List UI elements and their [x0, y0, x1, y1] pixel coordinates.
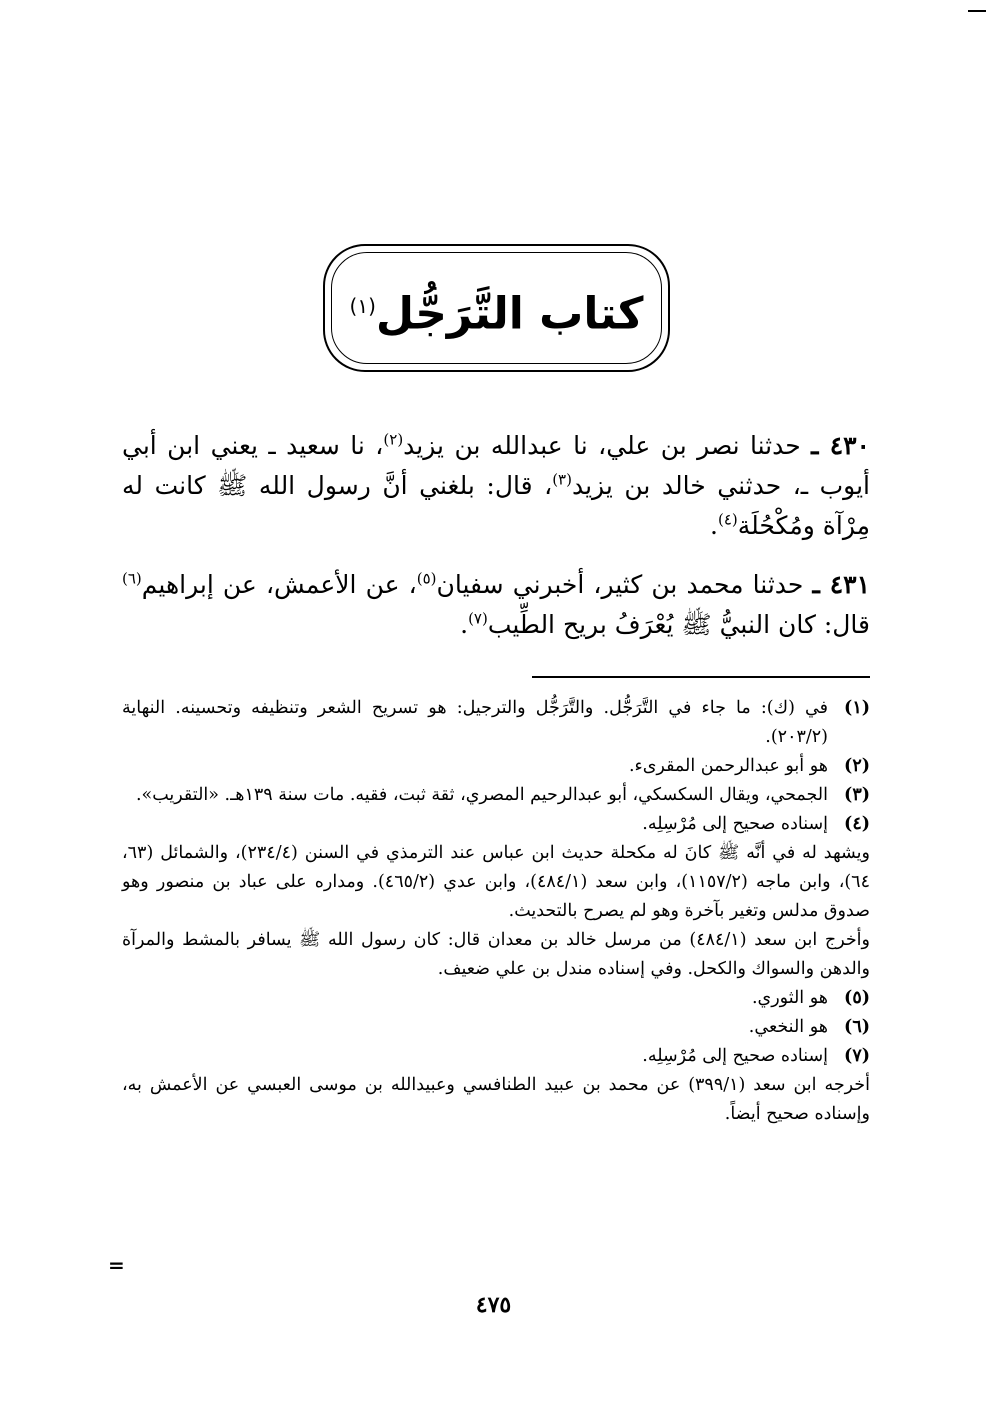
footnote-text: هو النخعي. [748, 1017, 828, 1037]
chapter-title-footnote-ref: (١) [349, 294, 376, 318]
hadith-text: ، عن الأعمش، عن إبراهيم [141, 570, 417, 599]
footnote-4 [122, 810, 870, 839]
footnote-number: (٢) [844, 756, 870, 776]
footnote-text: هو أبو عبدالرحمن المقرىء. [628, 756, 828, 776]
chapter-title-text: كتاب التَّرَجُّل [375, 288, 644, 340]
chapter-title [325, 278, 668, 343]
footnote-ref: (٢) [383, 430, 404, 449]
footnote-5 [122, 984, 870, 1013]
hadith-431 [122, 565, 870, 645]
footnote-text: إسناده صحيح إلى مُرْسِلِه. [642, 814, 828, 834]
footnote-text: إسناده صحيح إلى مُرْسِلِه. [642, 1046, 828, 1066]
corner-mark [968, 10, 986, 12]
hadith-text: حدثنا محمد بن كثير، أخبرني سفيان [436, 570, 804, 599]
footnote-number: (٥) [844, 988, 870, 1008]
footnote-ref: (٣) [552, 470, 572, 489]
hadith-text: ، قال: بلغني أنَّ رسول الله ﷺ كانت له مِرْآة ومُكْحُلَة [122, 471, 870, 540]
footnote-6 [122, 1013, 870, 1042]
footnote-number: (١) [844, 698, 870, 718]
footnote-text: في (ك): ما جاء في التَّرَجُّل. والتَّرَجُّل والترجيل: هو تسريح الشعر وتنظيفه وتحسينه. النهاية (٢٠٣/٢). [122, 698, 828, 747]
footnote-text: هو الثوري. [751, 988, 828, 1008]
hadith-text: . [460, 610, 469, 639]
footnote-7 [122, 1042, 870, 1071]
footnote-number: (٣) [844, 785, 870, 805]
hadith-430 [122, 426, 870, 546]
page-number: ٤٧٥ [475, 1292, 512, 1318]
hadith-number: ٤٣٠ ـ [811, 431, 870, 460]
footnote-ref: (٥) [416, 569, 437, 588]
footnote-3 [122, 781, 870, 810]
hadith-text: قال: كان النبيُّ ﷺ يُعْرَفُ بريح الطِّيب [487, 610, 870, 639]
chapter-title-frame [323, 244, 670, 372]
footnote-1 [122, 694, 870, 752]
continuation-mark: = [108, 1253, 125, 1277]
footnote-separator [532, 676, 870, 678]
hadith-number: ٤٣١ ـ [812, 570, 871, 599]
hadith-text: حدثنا نصر بن علي، نا عبدالله بن يزيد [403, 431, 801, 460]
footnote-7-continuation: أخرجه ابن سعد (٣٩٩/١) عن محمد بن عبيد الطنافسي وعبيدالله بن موسى العبسي عن الأعمش به، وإسناده صحيح أيضاً. [122, 1075, 870, 1124]
footnote-2 [122, 752, 870, 781]
footnote-ref: (٤) [717, 510, 738, 529]
footnotes [122, 694, 870, 1129]
hadith-text: . [710, 511, 718, 540]
hadith-text: ، نا سعيد ـ يعني ابن أبي أيوب ـ، حدثني خالد بن يزيد [122, 431, 871, 500]
footnote-4-continuation: وأخرج ابن سعد (٤٨٤/١) من مرسل خالد بن معدان قال: كان رسول الله ﷺ يسافر بالمشط والمرآة والدهن والسواك والكحل. وفي إسناده مندل بن علي ضعيف. [122, 930, 870, 979]
footnote-number: (٦) [844, 1017, 870, 1037]
footnote-text: الجمحي، ويقال السكسكي، أبو عبدالرحيم المصري، ثقة ثبت، فقيه. مات سنة ١٣٩هـ. «التقريب». [135, 785, 828, 805]
footnote-4-continuation: ويشهد له في أنَّه ﷺ كانَ له مكحلة حديث ابن عباس عند الترمذي في السنن (٢٣٤/٤)، والشمائل (٦٣، ٦٤)، وابن ماجه (١١٥٧/٢)، وابن سعد (٤٨٤/١)، وابن عدي (٤٦٥/٢). ومداره على عباد بن منصور وهو صدوق مدلس وتغير بآخرة وهو لم يصرح بالتحديث. [122, 843, 870, 921]
footnote-ref: (٧) [468, 609, 488, 628]
footnote-ref: (٦) [122, 569, 142, 588]
footnote-number: (٧) [844, 1046, 870, 1066]
footnote-number: (٤) [844, 814, 870, 834]
